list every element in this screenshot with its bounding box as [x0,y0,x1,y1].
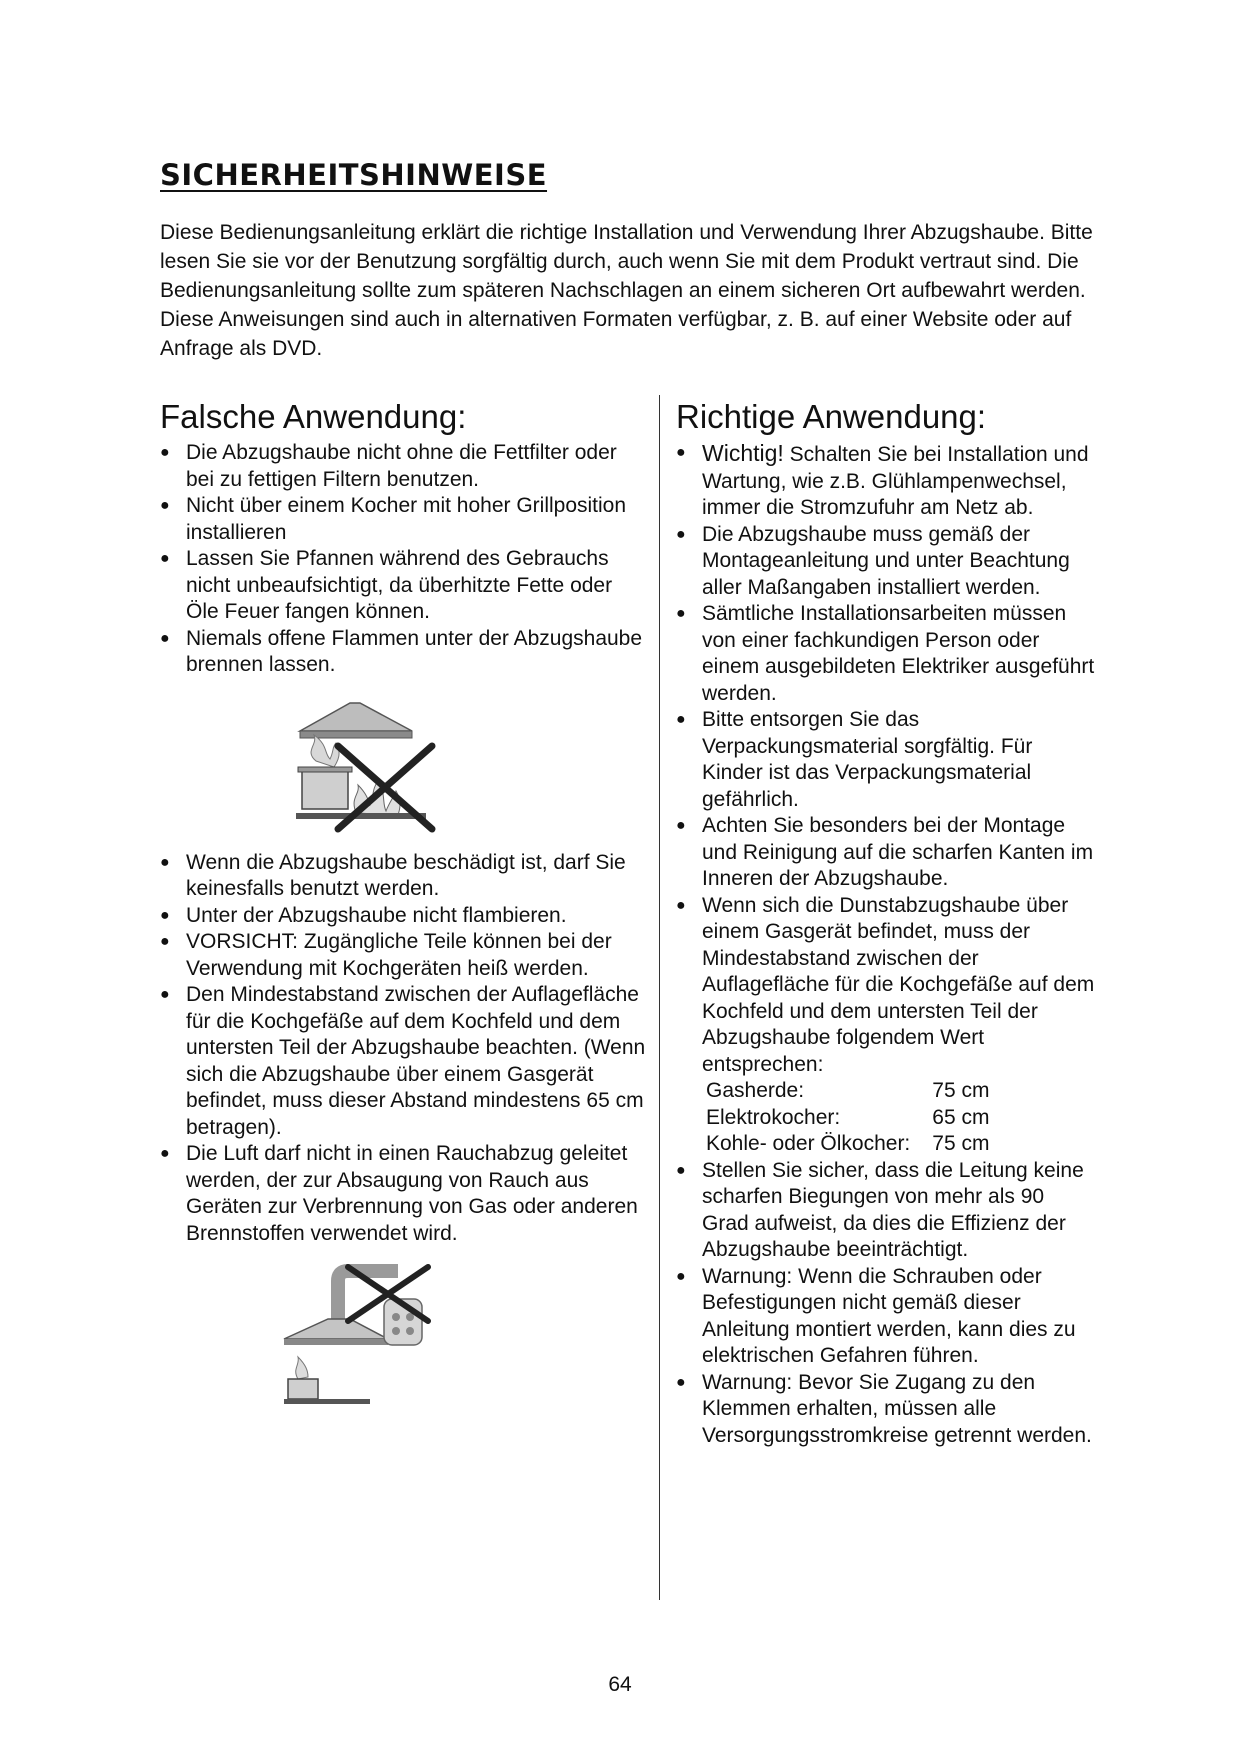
intro-paragraph: Diese Anweisungen sind auch in alternativen Formaten verfügbar, z. B. auf einer Website oder auf Anfrage als DVD. [160,308,1072,360]
intro-text [160,218,1120,363]
column-divider [659,395,660,1600]
distance-value: 65 cm [932,1105,990,1129]
list-item: ● Die Abzugshaube muss gemäß der Montageanleitung und unter Beachtung aller Maßangaben installiert werden. [676,522,1096,602]
wrong-usage-list-a [160,440,650,679]
list-item: ● Nicht über einem Kocher mit hoher Grillposition installieren [160,493,650,546]
wrong-usage-list-b [160,850,650,1248]
duct-into-chimney-crossed-icon [278,1261,438,1411]
distance-value: 75 cm [932,1132,990,1155]
list-item: ● Unter der Abzugshaube nicht flambieren. [160,903,650,930]
correct-usage-list [676,440,1096,1078]
important-text: Schalten Sie bei Installation und Wartung, wie z.B. Glühlampenwechsel, immer die Stromzufuhr am Netz ab. [702,443,1089,519]
list-item: ● Sämtliche Installationsarbeiten müssen von einer fachkundigen Person oder einem ausgebildeten Elektriker ausgeführt werden. [676,601,1096,707]
distance-value: 75 cm [932,1079,990,1102]
correct-usage-list-b [676,1158,1096,1450]
distance-label: Gasherde: [706,1079,805,1102]
page-number: 64 [608,1673,632,1696]
list-item: ● Die Luft darf nicht in einen Rauchabzug geleitet werden, der zur Absaugung von Rauch aus Geräten zur Verbrennung von Gas oder anderen Brennstoffen verwendet wird. [160,1141,650,1247]
intro-paragraph: Diese Bedienungsanleitung erklärt die richtige Installation und Verwendung Ihrer Abzugshaube. Bitte lesen Sie sie vor der Benutzung sorgfältig durch, auch wenn Sie mit dem Produkt vertraut sind. Die Bedienungsanleitung sollte zum späteren Nachschlagen an einem sicheren Ort aufbewahrt werden. [160,221,1093,302]
table-row [706,1078,989,1105]
list-item: ● Die Abzugshaube nicht ohne die Fettfilter oder bei zu fettigen Filtern benutzen. [160,440,650,493]
wrong-usage-heading: Falsche Anwendung: [160,398,467,435]
distance-label: Kohle- oder Ölkocher: [706,1132,911,1155]
list-item: ● Achten Sie besonders bei der Montage und Reinigung auf die scharfen Kanten im Inneren der Abzugshaube. [676,813,1096,893]
table-row [706,1105,989,1132]
list-item: ● Wenn die Abzugshaube beschädigt ist, darf Sie keinesfalls benutzt werden. [160,850,650,903]
list-item: ● Stellen Sie sicher, dass die Leitung keine scharfen Biegungen von mehr als 90 Grad aufweist, da dies die Effizienz der Abzugshaube beeinträchtigt. [676,1158,1096,1264]
correct-usage-heading: Richtige Anwendung: [676,398,987,435]
hood-over-flames-crossed-icon [290,701,440,836]
correct-usage-column [676,396,1096,1449]
distance-table [706,1078,989,1158]
list-item: ● Wenn sich die Dunstabzugshaube über einem Gasgerät befindet, muss der Mindestabstand zwischen der Auflagefläche für die Kochgefäße auf dem Kochfeld und dem untersten Teil der Abzugshaube folgendem Wert entsprechen: [676,893,1096,1079]
distance-label: Elektrokocher: [706,1105,841,1129]
list-item: ● Den Mindestabstand zwischen der Auflagefläche für die Kochgefäße auf dem Kochfeld und dem untersten Teil der Abzugshaube beachten. (Wenn sich die Abzugshaube über einem Gasgerät befindet, muss dieser Abstand mindestens 65 cm betragen). [160,982,650,1141]
page-title: SICHERHEITSHINWEISE [160,158,548,192]
list-item: ● Bitte entsorgen Sie das Verpackungsmaterial sorgfältig. Für Kinder ist das Verpackungsmaterial gefährlich. [676,707,1096,813]
list-item: ● Warnung: Wenn die Schrauben oder Befestigungen nicht gemäß dieser Anleitung montiert werden, kann dies zu elektrischen Gefahren führen. [676,1264,1096,1370]
table-row [706,1131,989,1158]
list-item: ● Warnung: Bevor Sie Zugang zu den Klemmen erhalten, müssen alle Versorgungsstromkreise getrennt werden. [676,1370,1096,1450]
list-item [676,440,1096,522]
wrong-usage-column [160,396,650,1411]
list-item: ● Niemals offene Flammen unter der Abzugshaube brennen lassen. [160,626,650,679]
important-label: Wichtig! [702,440,784,466]
list-item: ● VORSICHT: Zugängliche Teile können bei der Verwendung mit Kochgeräten heiß werden. [160,929,650,982]
list-item: ● Lassen Sie Pfannen während des Gebrauchs nicht unbeaufsichtigt, da überhitzte Fette oder Öle Feuer fangen können. [160,546,650,626]
